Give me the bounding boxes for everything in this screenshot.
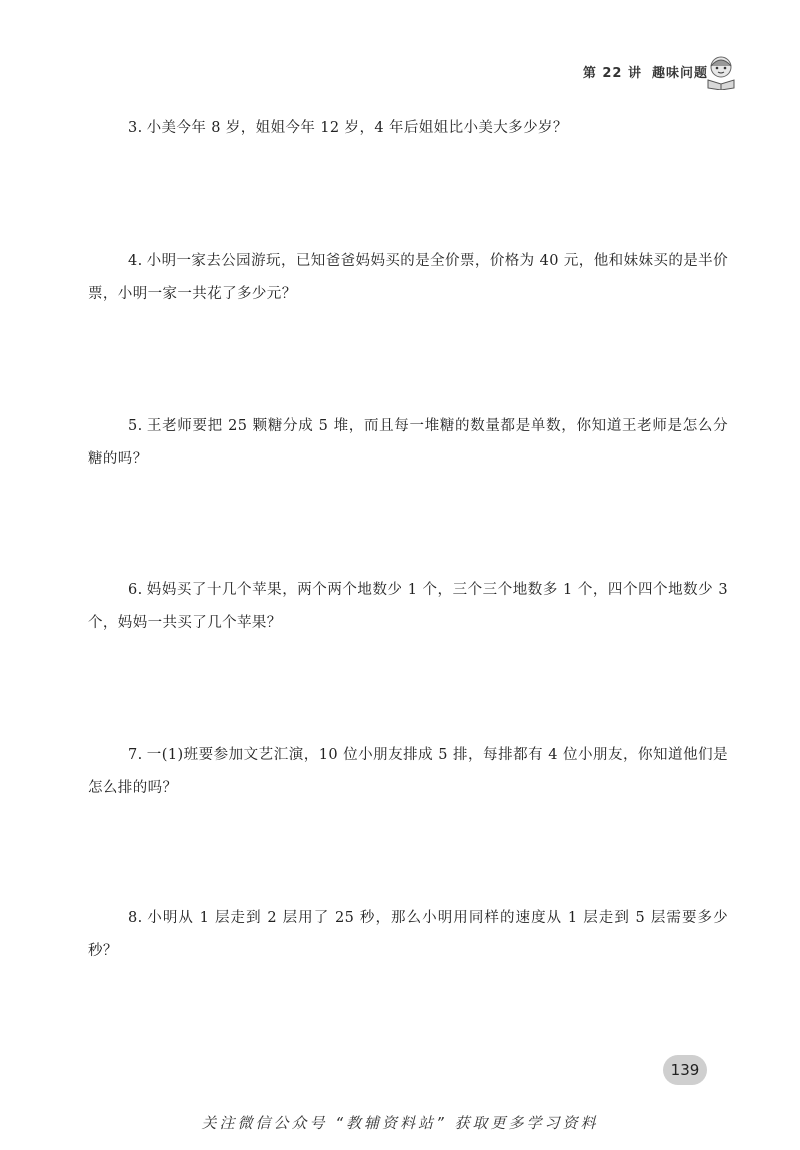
question-text: 王老师要把 25 颗糖分成 5 堆，而且每一堆糖的数量都是单数，你知道王老师是怎么分糖的吗？: [88, 418, 728, 467]
question-number: 3.: [128, 120, 143, 136]
question-6: [88, 574, 728, 640]
footer-note: 关注微信公众号 “教辅资料站” 获取更多学习资料: [201, 1114, 599, 1132]
lesson-number: 第 22 讲: [582, 66, 642, 81]
question-number: 7.: [128, 747, 143, 763]
question-text: 小美今年 8 岁，姐姐今年 12 岁，4 年后姐姐比小美大多少岁？: [146, 120, 568, 136]
question-text: 小明从 1 层走到 2 层用了 25 秒，那么小明用同样的速度从 1 层走到 5 层需要多少秒？: [88, 910, 728, 959]
question-text: 小明一家去公园游玩，已知爸爸妈妈买的是全价票，价格为 40 元，他和妹妹买的是半价票，小明一家一共花了多少元？: [88, 253, 728, 302]
question-8: [88, 902, 728, 968]
reading-girl-icon: [704, 54, 738, 90]
question-number: 4.: [128, 253, 143, 269]
question-7: [88, 739, 728, 805]
lesson-topic: 趣味问题: [651, 66, 708, 81]
page-number-badge: 139: [663, 1055, 707, 1085]
question-text: 妈妈买了十几个苹果，两个两个地数少 1 个，三个三个地数多 1 个，四个四个地数少 3 个，妈妈一共买了几个苹果？: [88, 582, 728, 631]
question-number: 8.: [128, 910, 143, 926]
question-3: [88, 112, 728, 145]
question-text: 一(1)班要参加文艺汇演，10 位小朋友排成 5 排，每排都有 4 位小朋友，你知道他们是怎么排的吗？: [88, 747, 728, 796]
question-number: 6.: [128, 582, 143, 598]
question-number: 5.: [128, 418, 143, 434]
page-header: [583, 62, 708, 81]
question-5: [88, 410, 728, 476]
question-4: [88, 245, 728, 311]
